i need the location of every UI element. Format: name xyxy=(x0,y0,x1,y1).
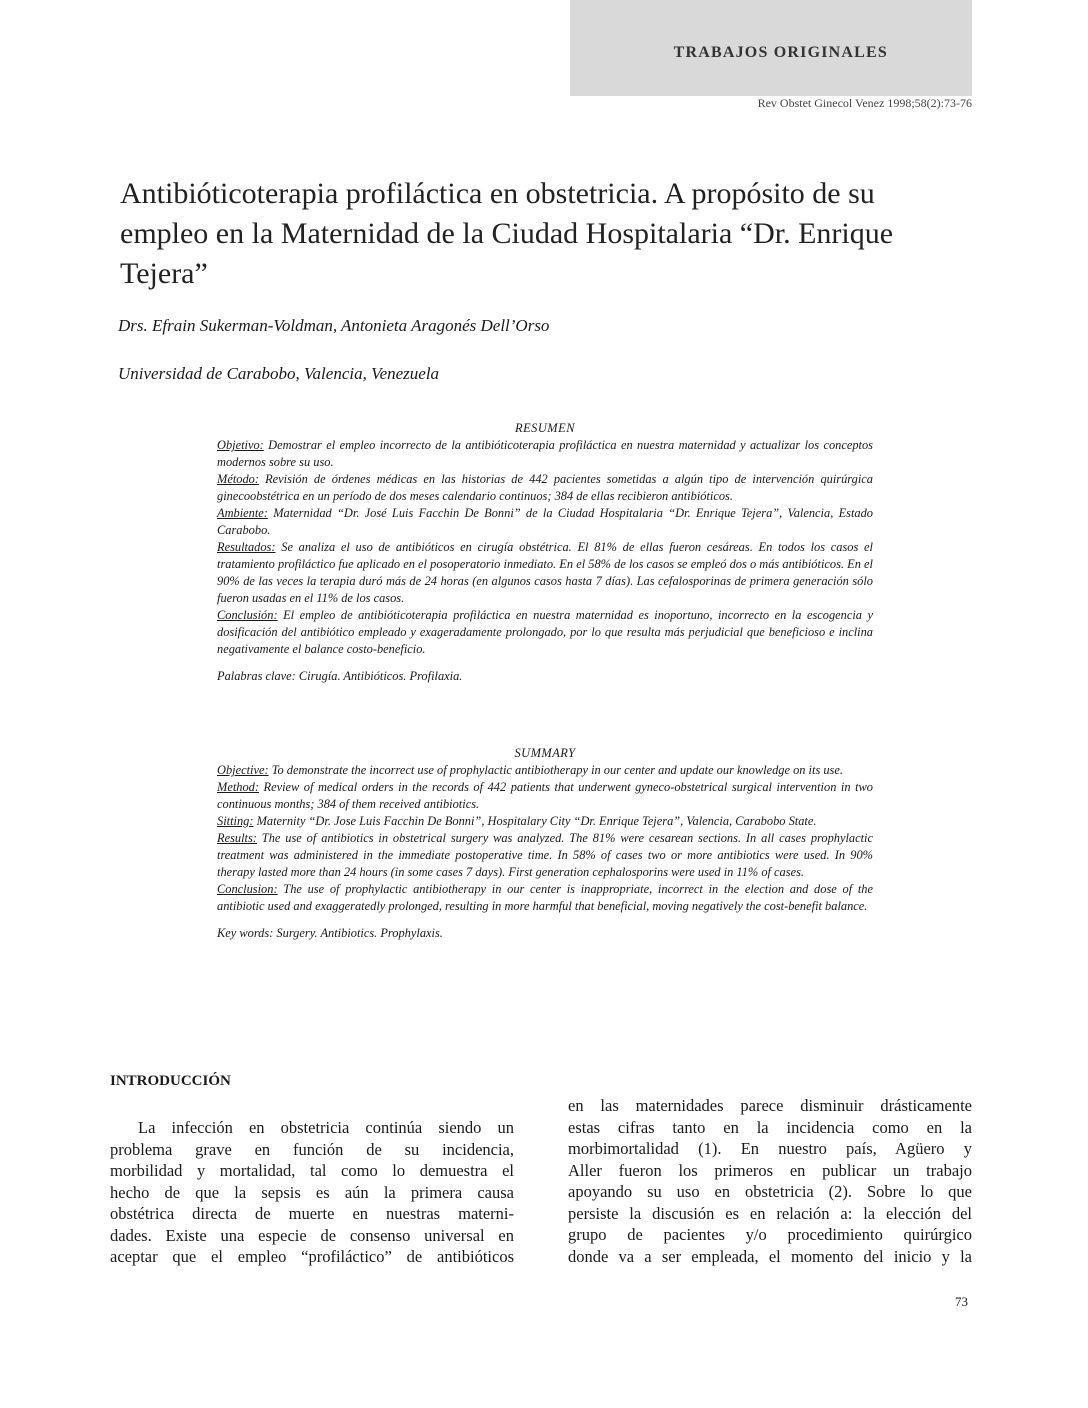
resumen-abstract xyxy=(217,420,873,685)
article-title: Antibióticoterapia profiláctica en obstetricia. A propósito de su empleo en la Maternidad de la Ciudad Hospitalaria “Dr. Enrique Tejera” xyxy=(120,177,894,290)
resumen-metodo xyxy=(217,471,873,505)
journal-citation: Rev Obstet Ginecol Venez 1998;58(2):73-76 xyxy=(757,96,972,110)
paragraph-line: grupo de pacientes y/o procedimiento quirúrgico xyxy=(568,1225,972,1244)
summary-heading: SUMMARY xyxy=(514,746,576,760)
summary-objective xyxy=(217,762,873,779)
conclusion-text: El empleo de antibióticoterapia profiláctica en nuestra maternidad es inoportuno, incorrecto en la escogencia y dosificación del antibiótico empleado y exageradamente prolongado, por lo que resulta más perjudicial que beneficioso e inclina negativamente el balance costo-beneficio. xyxy=(217,608,873,656)
article-authors: Drs. Efrain Sukerman-Voldman, Antonieta Aragonés Dell’Orso xyxy=(118,316,550,335)
paragraph-line: donde va a ser empleada, el momento del inicio y la xyxy=(568,1246,972,1266)
page-number: 73 xyxy=(955,1294,968,1309)
resultados-label: Resultados: xyxy=(217,540,276,554)
paragraph-line: dades. Existe una especie de consenso universal en xyxy=(110,1225,514,1245)
article-affiliation: Universidad de Carabobo, Valencia, Venezuela xyxy=(118,364,440,383)
introduction-left-column xyxy=(110,1117,514,1268)
summary-conclusion xyxy=(217,881,873,915)
sitting-text: Maternity “Dr. Jose Luis Facchin De Bonni”, Hospitalary City “Dr. Enrique Tejera”, Valencia, Carabobo State. xyxy=(253,814,817,828)
ambiente-text: Maternidad “Dr. José Luis Facchin De Bonni” de la Ciudad Hospitalaria “Dr. Enrique Tejera”, Valencia, Estado Carabobo. xyxy=(217,506,873,537)
paragraph-line: hecho de que la sepsis es aún la primera causa xyxy=(110,1182,514,1202)
metodo-label: Método: xyxy=(217,472,259,486)
paragraph-line: Aller fueron los primeros en publicar un trabajo xyxy=(568,1160,972,1180)
paragraph-line: obstétrica directa de muerte en nuestras materni- xyxy=(110,1204,514,1223)
resumen-conclusion xyxy=(217,607,873,658)
section-label: TRABAJOS ORIGINALES xyxy=(673,44,888,61)
paragraph-line: estas cifras tanto en la incidencia como en la xyxy=(568,1117,972,1137)
method-label: Method: xyxy=(217,780,259,794)
objective-text: To demonstrate the incorrect use of prophylactic antibiotherapy in our center and update our knowledge on its use. xyxy=(268,763,843,777)
paragraph-line: apoyando su uso en obstetricia (2). Sobre lo que xyxy=(568,1182,972,1201)
paragraph-line: morbimortalidad (1). En nuestro país, Agüero y xyxy=(568,1139,972,1158)
summary-abstract xyxy=(217,745,873,942)
resumen-resultados xyxy=(217,539,873,607)
paragraph-line: morbilidad y mortalidad, tal como lo demuestra el xyxy=(110,1161,514,1180)
objetivo-text: Demostrar el empleo incorrecto de la antibióticoterapia profiláctica en nuestra maternidad y actualizar los conceptos modernos sobre su uso. xyxy=(217,438,873,469)
resumen-keywords: Palabras clave: Cirugía. Antibióticos. Profilaxia. xyxy=(217,669,463,683)
introduction-right-column xyxy=(568,1095,972,1267)
objective-label: Objective: xyxy=(217,763,269,777)
metodo-text: Revisión de órdenes médicas en las historias de 442 pacientes sometidas a algún tipo de intervención quirúrgica ginecoobstétrica en un período de dos meses calendario continuos; 384 de ellas recibieron antibióticos. xyxy=(217,472,873,503)
paragraph-line: La infección en obstetricia continúa siendo un xyxy=(138,1118,514,1137)
resumen-ambiente xyxy=(217,505,873,539)
paragraph-line: problema grave en función de su incidencia, xyxy=(110,1139,514,1159)
summary-results xyxy=(217,830,873,881)
summary-keywords: Key words: Surgery. Antibiotics. Prophylaxis. xyxy=(217,926,443,940)
resumen-objetivo xyxy=(217,437,873,471)
resumen-heading: RESUMEN xyxy=(515,421,575,435)
conclusion-en-text: The use of prophylactic antibiotherapy in our center is inappropriate, incorrect in the election and dose of the antibiotic used and exaggeratedly prolonged, resulting in more harmful that beneficial, moving negatively the cost-benefit balance. xyxy=(217,882,873,913)
resultados-text: Se analiza el uso de antibióticos en cirugía obstétrica. El 81% de ellas fueron cesáreas. En todos los casos el tratamiento profiláctico fue aplicado en el posoperatorio inmediato. En el 58% de los casos se empleó dos o más antibióticos. En el 90% de las veces la terapia duró más de 24 horas (en algunos casos hasta 7 días). Las cefalosporinas de primera generación sólo fueron usadas en el 11% de los casos. xyxy=(217,540,873,605)
objetivo-label: Objetivo: xyxy=(217,438,264,452)
results-label: Results: xyxy=(217,831,257,845)
paragraph-line: persiste la discusión es en relación a: la elección del xyxy=(568,1203,972,1223)
introduction-heading: INTRODUCCIÓN xyxy=(110,1073,231,1089)
summary-method xyxy=(217,779,873,813)
method-text: Review of medical orders in the records of 442 patients that underwent gyneco-obstetrical surgical intervention in two continuous months; 384 of them received antibiotics. xyxy=(217,780,873,811)
summary-sitting xyxy=(217,813,873,830)
conclusion-en-label: Conclusion: xyxy=(217,882,278,896)
paragraph-line: en las maternidades parece disminuir drásticamente xyxy=(568,1096,972,1115)
conclusion-label: Conclusión: xyxy=(217,608,278,622)
paragraph-line: aceptar que el empleo “profiláctico” de antibióticos xyxy=(110,1247,514,1266)
ambiente-label: Ambiente: xyxy=(217,506,268,520)
results-text: The use of antibiotics in obstetrical surgery was analyzed. The 81% were cesarean sections. In all cases prophylactic treatment was administered in the immediate postoperative time. In 58% of cases two or more antibiotics were used. In 90% therapy lasted more than 24 hours (in some cases 7 days). First generation cephalosporins were used in 11% of cases. xyxy=(217,831,873,879)
sitting-label: Sitting: xyxy=(217,814,254,828)
